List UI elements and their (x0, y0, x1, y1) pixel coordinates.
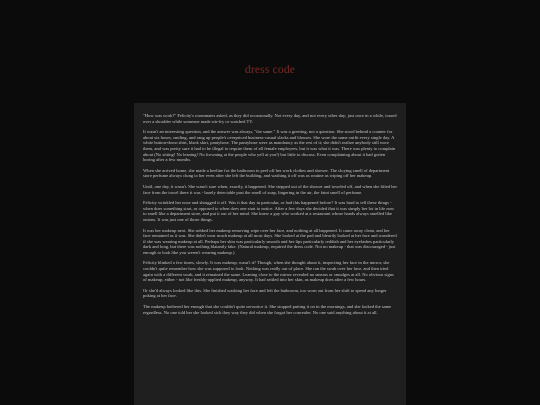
story-paragraph: Felicity wrinkled her nose and shrugged it off. Was it that day in particular, or had this happened before? It was hard to tell these things - when does something start, as opposed to when does one start to notice. After a few days she decided that it was simply her lot in life now to smell like a department store, and put it out of her mind. She knew a guy who worked at a restaurant whose hands always smelled like onions. It was just one of those things. (143, 200, 395, 222)
story-paragraph: It was her makeup next. She rubbed her makeup removing wipe over her face, and nothing at all happened. It came away clean, and her face remained as it was. She didn't wear much makeup at all most days. She looked at the pad and blearily looked at her face and wondered if she was wearing makeup at all. Perhaps her skin was particularly smooth and her lips particularly reddish and her eyelashes particularly dark and long, but there was nothing blatantly fake. (Natural makeup, required the dress code. Not no makeup - that was discouraged - just enough to look like you weren't wearing makeup.) (143, 227, 397, 255)
story-paragraph: Until, one day, it wasn't. She wasn't sure when, exactly, it happened. She stepped out of the shower and toweled off, and when she lifted her face from the towel there it was - barely detectable past the smell of soap, lingering in the air, the faint smell of perfume. (143, 183, 398, 195)
story-paragraph: It wasn't an interesting question, and the answer was always, "the same." It was a greeting, not a question. She stood behind a counter for about six hours, smiling, and rang up people's overpriced business-casual slacks and blouses. She wore the same outfit every single day. A white button-down shirt, black skirt, pantyhose. The pantyhose were as mandatory as the rest of it; she didn't realize anybody still wore them, and was pretty sure it had to be illegal to require them of all female employees, but it was what it was. There was plenty to complain about (No sitting! No leaning! No frowning at the people who yell at you!) but little to discuss. Even complaining about it had gotten boring after a few months. (143, 129, 396, 163)
story-paragraph: "How was work?" Felicity's roommates asked, as they did occasionally. Not every day, and not every other day; just once in a while, tossed over a shoulder while someone made stir-fry or watched TV. (143, 113, 397, 124)
story-panel[interactable] (134, 103, 406, 405)
story-paragraph: When she arrived home, she made a beeline for the bathroom to peel off her work clothes and shower. The cloying smell of department store perfume always clung to her even after she left the building, and washing it off was as routine as wiping off her makeup. (143, 167, 390, 179)
story-paragraph: The makeup bothered her enough that she couldn't quite un-notice it. She stopped putting it on in the mornings, and she looked the same regardless. No one told her she looked sick they way they did when she forgot her concealer. No one said anything about it at all. (143, 304, 392, 315)
story-text (134, 103, 406, 315)
story-paragraph: Felicity blinked a few times, slowly. It was makeup, wasn't it? Though, when she thought about it, inspecting her face in the mirror, she couldn't quite remember how she was supposed to look. Nothing was really out of place. She ran the swab over her face, and then tried again with a different swab, and it remained the same. Leaning close to the mirror revealed no smears or smudges at all. No obvious signs of makeup, either - not like freshly-applied makeup, anyway. It had settled into her skin, as makeup does after a few hours. (143, 260, 394, 283)
page-title: dress code (244, 64, 296, 76)
story-paragraph: Or she'd always looked like this. She finished washing her face and left the bathroom, too worn out from her shift to spend any longer poking at her face. (143, 287, 387, 299)
